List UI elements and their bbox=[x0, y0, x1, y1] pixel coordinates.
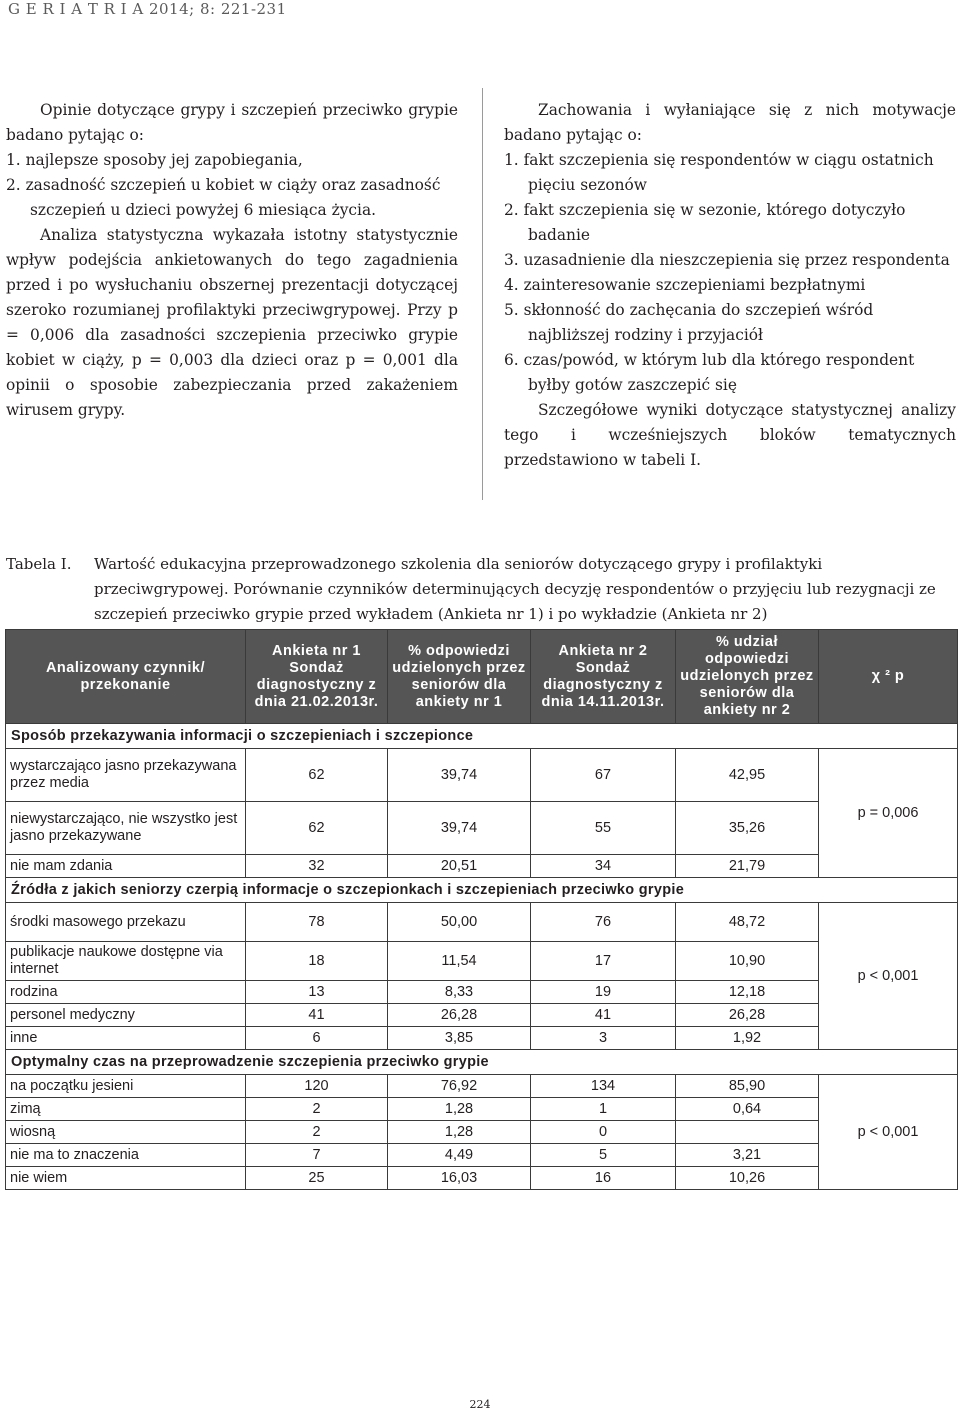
cell-p1: 16,03 bbox=[388, 1167, 531, 1190]
list-item: 2. fakt szczepienia się w sezonie, którego dotyczyło badanie bbox=[504, 201, 906, 244]
table-row bbox=[6, 981, 958, 1004]
cell-n1: 6 bbox=[246, 1027, 388, 1050]
left-column bbox=[6, 98, 458, 423]
cell-p1: 39,74 bbox=[388, 749, 531, 802]
cell-n2: 5 bbox=[531, 1144, 676, 1167]
cell-p1: 8,33 bbox=[388, 981, 531, 1004]
section-title: Sposób przekazywania informacji o szczepieniach i szczepionce bbox=[6, 724, 958, 749]
cell-n1: 13 bbox=[246, 981, 388, 1004]
right-column bbox=[504, 98, 956, 473]
cell-n1: 41 bbox=[246, 1004, 388, 1027]
left-intro: Opinie dotyczące grypy i szczepień przeciwko grypie badano pytając o: bbox=[6, 101, 458, 144]
cell-n2: 67 bbox=[531, 749, 676, 802]
header-chi-square: χ ² p bbox=[819, 630, 958, 724]
cell-n2: 1 bbox=[531, 1098, 676, 1121]
cell-n2: 134 bbox=[531, 1075, 676, 1098]
cell-n2: 0 bbox=[531, 1121, 676, 1144]
header-survey1: Ankieta nr 1 Sondaż diagnostyczny z dnia 21.02.2013r. bbox=[246, 630, 388, 724]
page-number: 224 bbox=[469, 1398, 491, 1411]
p-value: p < 0,001 bbox=[819, 903, 958, 1050]
cell-p2: 10,90 bbox=[676, 942, 819, 981]
table-row bbox=[6, 942, 958, 981]
cell-p1: 76,92 bbox=[388, 1075, 531, 1098]
cell-n2: 17 bbox=[531, 942, 676, 981]
cell-p1: 1,28 bbox=[388, 1121, 531, 1144]
header-factor: Analizowany czynnik/ przekonanie bbox=[6, 630, 246, 724]
cell-p1: 11,54 bbox=[388, 942, 531, 981]
list-item: 1. fakt szczepienia się respondentów w ciągu ostatnich pięciu sezonów bbox=[504, 151, 934, 194]
left-list bbox=[6, 148, 458, 223]
cell-n1: 62 bbox=[246, 749, 388, 802]
cell-n2: 41 bbox=[531, 1004, 676, 1027]
p-value: p = 0,006 bbox=[819, 749, 958, 878]
results-table bbox=[5, 629, 958, 1190]
cell-p1: 3,85 bbox=[388, 1027, 531, 1050]
row-label: personel medyczny bbox=[6, 1004, 246, 1027]
right-summary-paragraph: Szczegółowe wyniki dotyczące statystycznej analizy tego i wcześniejszych bloków tematycznych przedstawiono w tabeli I. bbox=[504, 401, 956, 469]
table-row bbox=[6, 855, 958, 878]
table-row bbox=[6, 749, 958, 802]
table-row bbox=[6, 903, 958, 942]
row-label: na początku jesieni bbox=[6, 1075, 246, 1098]
cell-p2: 42,95 bbox=[676, 749, 819, 802]
cell-n1: 7 bbox=[246, 1144, 388, 1167]
cell-n2: 55 bbox=[531, 802, 676, 855]
cell-n1: 18 bbox=[246, 942, 388, 981]
row-label: nie mam zdania bbox=[6, 855, 246, 878]
table-row bbox=[6, 1121, 958, 1144]
cell-p1: 39,74 bbox=[388, 802, 531, 855]
list-item: 6. czas/powód, w którym lub dla którego respondent byłby gotów zaszczepić się bbox=[504, 351, 915, 394]
cell-n2: 16 bbox=[531, 1167, 676, 1190]
running-head: G E R I A T R I A 2014; 8: 221-231 bbox=[8, 0, 287, 18]
cell-p2: 1,92 bbox=[676, 1027, 819, 1050]
table-row bbox=[6, 1167, 958, 1190]
column-divider bbox=[482, 88, 483, 500]
cell-p1: 20,51 bbox=[388, 855, 531, 878]
header-pct1: % odpowiedzi udzielonych przez seniorów dla ankiety nr 1 bbox=[388, 630, 531, 724]
list-item: 3. uzasadnienie dla nieszczepienia się przez respondenta bbox=[504, 251, 950, 269]
cell-p2: 3,21 bbox=[676, 1144, 819, 1167]
cell-p1: 4,49 bbox=[388, 1144, 531, 1167]
row-label: publikacje naukowe dostępne via internet bbox=[6, 942, 246, 981]
row-label: nie wiem bbox=[6, 1167, 246, 1190]
row-label: wiosną bbox=[6, 1121, 246, 1144]
list-item: 2. zasadność szczepień u kobiet w ciąży oraz zasadność szczepień u dzieci powyżej 6 miesiąca życia. bbox=[6, 176, 441, 219]
row-label: wystarczająco jasno przekazywana przez media bbox=[6, 749, 246, 802]
cell-n1: 120 bbox=[246, 1075, 388, 1098]
row-label: niewystarczająco, nie wszystko jest jasno przekazywane bbox=[6, 802, 246, 855]
row-label: inne bbox=[6, 1027, 246, 1050]
cell-p2: 12,18 bbox=[676, 981, 819, 1004]
cell-n1: 32 bbox=[246, 855, 388, 878]
section-title: Źródła z jakich seniorzy czerpią informacje o szczepionkach i szczepieniach przeciwko grypie bbox=[6, 878, 958, 903]
table-row bbox=[6, 1027, 958, 1050]
list-item: 1. najlepsze sposoby jej zapobiegania, bbox=[6, 151, 303, 169]
cell-n1: 2 bbox=[246, 1121, 388, 1144]
table-row bbox=[6, 1098, 958, 1121]
row-label: nie ma to znaczenia bbox=[6, 1144, 246, 1167]
cell-n2: 19 bbox=[531, 981, 676, 1004]
cell-n1: 62 bbox=[246, 802, 388, 855]
cell-n1: 2 bbox=[246, 1098, 388, 1121]
section-title: Optymalny czas na przeprowadzenie szczepienia przeciwko grypie bbox=[6, 1050, 958, 1075]
caption-text: Wartość edukacyjna przeprowadzonego szkolenia dla seniorów dotyczącego grypy i profilaktyki przeciwgrypowej. Porównanie czynników determinujących decyzję respondentów o przyjęciu lub rezygnacji ze szczepień przeciwko grypie przed wykładem (Ankieta nr 1) i po wykładzie (Ankieta nr 2) bbox=[94, 555, 936, 623]
table-caption bbox=[6, 552, 956, 627]
cell-p2: 48,72 bbox=[676, 903, 819, 942]
cell-p1: 50,00 bbox=[388, 903, 531, 942]
cell-p1: 26,28 bbox=[388, 1004, 531, 1027]
table-row bbox=[6, 1144, 958, 1167]
cell-n1: 25 bbox=[246, 1167, 388, 1190]
cell-n2: 3 bbox=[531, 1027, 676, 1050]
cell-p1: 1,28 bbox=[388, 1098, 531, 1121]
table-row bbox=[6, 802, 958, 855]
caption-label: Tabela I. bbox=[6, 555, 72, 573]
cell-p2 bbox=[676, 1121, 819, 1144]
p-value: p < 0,001 bbox=[819, 1075, 958, 1190]
left-analysis-paragraph: Analiza statystyczna wykazała istotny statystycznie wpływ podejścia ankietowanych do tego zagadnienia przed i po wysłuchaniu obszernej prezentacji dotyczącej szeroko rozumianej profilaktyki przeciwgrypowej. Przy p = 0,006 dla zasadności szczepienia przeciwko grypie kobiet w ciąży, p = 0,003 dla dzieci oraz p = 0,001 dla opinii o sposobie zabezpieczania przed zakażeniem wirusem grypy. bbox=[6, 226, 458, 419]
cell-p2: 21,79 bbox=[676, 855, 819, 878]
cell-n2: 34 bbox=[531, 855, 676, 878]
row-label: środki masowego przekazu bbox=[6, 903, 246, 942]
table-row bbox=[6, 1075, 958, 1098]
list-item: 4. zainteresowanie szczepieniami bezpłatnymi bbox=[504, 276, 866, 294]
list-item: 5. skłonność do zachęcania do szczepień wśród najbliższej rodziny i przyjaciół bbox=[504, 301, 874, 344]
header-pct2: % udział odpowiedzi udzielonych przez seniorów dla ankiety nr 2 bbox=[676, 630, 819, 724]
row-label: zimą bbox=[6, 1098, 246, 1121]
cell-p2: 35,26 bbox=[676, 802, 819, 855]
cell-p2: 85,90 bbox=[676, 1075, 819, 1098]
cell-p2: 0,64 bbox=[676, 1098, 819, 1121]
table-row bbox=[6, 1004, 958, 1027]
cell-p2: 26,28 bbox=[676, 1004, 819, 1027]
cell-n2: 76 bbox=[531, 903, 676, 942]
row-label: rodzina bbox=[6, 981, 246, 1004]
cell-n1: 78 bbox=[246, 903, 388, 942]
right-list bbox=[504, 148, 956, 398]
cell-p2: 10,26 bbox=[676, 1167, 819, 1190]
header-survey2: Ankieta nr 2 Sondaż diagnostyczny z dnia 14.11.2013r. bbox=[531, 630, 676, 724]
right-intro: Zachowania i wyłaniające się z nich motywacje badano pytając o: bbox=[504, 101, 956, 144]
